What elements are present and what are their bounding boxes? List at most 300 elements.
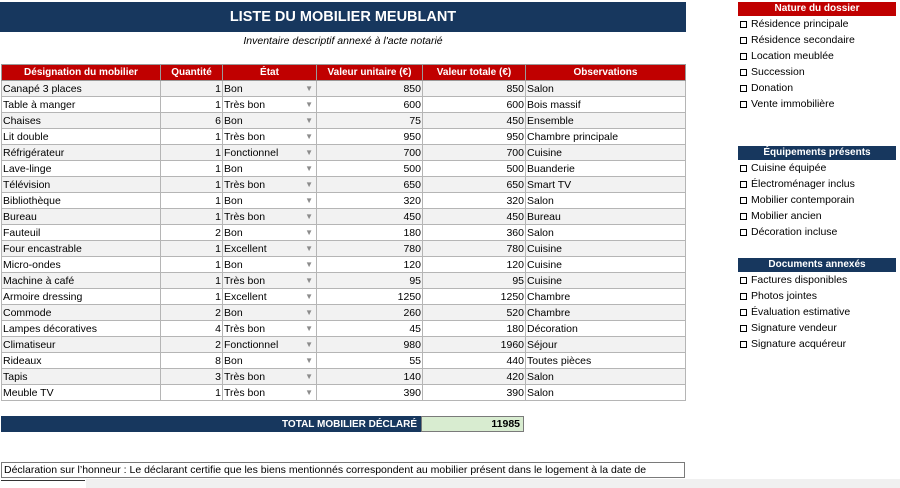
cell-etat-text: Bon xyxy=(224,226,243,239)
cell-valeur-unitaire-text: 320 xyxy=(403,194,421,207)
cell-quantite[interactable] xyxy=(161,353,223,369)
cell-observations-text: Séjour xyxy=(527,338,558,351)
cell-observations-text: Bois massif xyxy=(527,98,581,111)
cell-valeur-unitaire-text: 45 xyxy=(409,322,421,335)
dropdown-arrow-icon[interactable]: ▼ xyxy=(305,132,313,141)
cell-etat[interactable] xyxy=(223,289,317,305)
dropdown-arrow-icon[interactable]: ▼ xyxy=(305,196,313,205)
checkbox-icon[interactable] xyxy=(740,37,747,44)
cell-quantite-text: 1 xyxy=(215,274,221,287)
checkbox-label: Succession xyxy=(751,66,805,78)
checkbox-icon[interactable] xyxy=(740,197,747,204)
total-label: TOTAL MOBILIER DÉCLARÉ xyxy=(1,416,421,432)
table-row xyxy=(2,321,686,337)
checkbox-icon[interactable] xyxy=(740,101,747,108)
cell-quantite-text: 1 xyxy=(215,130,221,143)
total-value-cell[interactable]: 11985 xyxy=(421,416,524,432)
cell-designation-text: Chaises xyxy=(3,114,41,127)
cell-quantite[interactable] xyxy=(161,129,223,145)
table-row xyxy=(2,289,686,305)
checkbox-label: Donation xyxy=(751,82,794,94)
checkbox-item[interactable] xyxy=(738,272,896,288)
cell-etat-text: Très bon xyxy=(224,98,266,111)
cell-valeur-totale[interactable] xyxy=(423,241,526,257)
cell-designation[interactable] xyxy=(2,273,161,289)
checkbox-icon[interactable] xyxy=(740,229,747,236)
dropdown-arrow-icon[interactable]: ▼ xyxy=(305,324,313,333)
cell-observations-text: Salon xyxy=(527,370,554,383)
cell-quantite[interactable] xyxy=(161,209,223,225)
cell-valeur-unitaire[interactable] xyxy=(317,193,423,209)
cell-etat[interactable] xyxy=(223,241,317,257)
cell-etat[interactable] xyxy=(223,337,317,353)
cell-etat-text: Excellent xyxy=(224,242,267,255)
dropdown-arrow-icon[interactable]: ▼ xyxy=(305,372,313,381)
cell-etat[interactable] xyxy=(223,161,317,177)
cell-valeur-unitaire-text: 260 xyxy=(403,306,421,319)
cell-quantite[interactable] xyxy=(161,337,223,353)
checkbox-icon[interactable] xyxy=(740,69,747,76)
cell-etat-text: Fonctionnel xyxy=(224,146,279,159)
cell-designation[interactable] xyxy=(2,289,161,305)
cell-etat[interactable] xyxy=(223,81,317,97)
checkbox-label: Vente immobilière xyxy=(751,98,835,110)
cell-quantite-text: 1 xyxy=(215,194,221,207)
cell-valeur-unitaire[interactable] xyxy=(317,273,423,289)
cell-etat-text: Très bon xyxy=(224,322,266,335)
checkbox-label: Évaluation estimative xyxy=(751,306,851,318)
checkbox-icon[interactable] xyxy=(740,277,747,284)
cell-observations-text: Chambre xyxy=(527,306,571,319)
cell-valeur-unitaire-text: 450 xyxy=(403,210,421,223)
cell-valeur-totale[interactable] xyxy=(423,273,526,289)
cell-valeur-unitaire[interactable] xyxy=(317,385,423,401)
cell-quantite-text: 2 xyxy=(215,226,221,239)
table-row xyxy=(2,225,686,241)
cell-observations[interactable] xyxy=(526,225,686,241)
cell-valeur-totale[interactable] xyxy=(423,321,526,337)
cell-observations[interactable] xyxy=(526,81,686,97)
cell-valeur-unitaire[interactable] xyxy=(317,145,423,161)
cell-quantite[interactable] xyxy=(161,97,223,113)
cell-designation-text: Meuble TV xyxy=(3,386,54,399)
cell-valeur-totale-text: 850 xyxy=(506,82,524,95)
cell-designation[interactable] xyxy=(2,113,161,129)
cell-observations[interactable] xyxy=(526,321,686,337)
cell-valeur-unitaire[interactable] xyxy=(317,289,423,305)
checkbox-item[interactable] xyxy=(738,224,896,240)
cell-valeur-totale[interactable] xyxy=(423,97,526,113)
checkbox-item[interactable] xyxy=(738,64,896,80)
cell-designation[interactable] xyxy=(2,129,161,145)
cell-valeur-totale-text: 450 xyxy=(506,114,524,127)
cell-designation-text: Lampes décoratives xyxy=(3,322,97,335)
cell-valeur-unitaire[interactable] xyxy=(317,113,423,129)
cell-designation[interactable] xyxy=(2,353,161,369)
cell-quantite[interactable] xyxy=(161,113,223,129)
cell-valeur-unitaire[interactable] xyxy=(317,321,423,337)
cell-designation-text: Tapis xyxy=(3,370,28,383)
cell-quantite[interactable] xyxy=(161,289,223,305)
cell-designation[interactable] xyxy=(2,209,161,225)
cell-designation[interactable] xyxy=(2,193,161,209)
cell-etat[interactable] xyxy=(223,145,317,161)
cell-valeur-totale[interactable] xyxy=(423,177,526,193)
cell-etat-text: Très bon xyxy=(224,178,266,191)
table-row xyxy=(2,385,686,401)
cell-quantite[interactable] xyxy=(161,81,223,97)
dropdown-arrow-icon[interactable]: ▼ xyxy=(305,356,313,365)
dropdown-arrow-icon[interactable]: ▼ xyxy=(305,260,313,269)
cell-valeur-totale[interactable] xyxy=(423,209,526,225)
column-header-observations[interactable]: Observations xyxy=(526,65,686,81)
cell-valeur-totale-text: 450 xyxy=(506,210,524,223)
cell-etat[interactable] xyxy=(223,273,317,289)
cell-observations[interactable] xyxy=(526,113,686,129)
checkbox-label: Résidence secondaire xyxy=(751,34,855,46)
cell-observations[interactable] xyxy=(526,337,686,353)
cell-quantite[interactable] xyxy=(161,273,223,289)
checkbox-icon[interactable] xyxy=(740,325,747,332)
cell-quantite-text: 3 xyxy=(215,370,221,383)
cell-observations[interactable] xyxy=(526,369,686,385)
dropdown-arrow-icon[interactable]: ▼ xyxy=(305,244,313,253)
checkbox-label: Électroménager inclus xyxy=(751,178,855,190)
cell-valeur-unitaire[interactable] xyxy=(317,305,423,321)
column-header-designation[interactable]: Désignation du mobilier xyxy=(2,65,161,81)
table-row xyxy=(2,369,686,385)
dropdown-arrow-icon[interactable]: ▼ xyxy=(305,116,313,125)
table-row xyxy=(2,241,686,257)
cell-valeur-totale[interactable] xyxy=(423,289,526,305)
column-header-valeur-totale[interactable]: Valeur totale (€) xyxy=(423,65,526,81)
cell-quantite-text: 2 xyxy=(215,306,221,319)
cell-valeur-totale-text: 420 xyxy=(506,370,524,383)
cell-valeur-unitaire-text: 140 xyxy=(403,370,421,383)
cell-observations-text: Bureau xyxy=(527,210,561,223)
cell-designation-text: Commode xyxy=(3,306,52,319)
checkbox-icon[interactable] xyxy=(740,85,747,92)
cell-quantite[interactable] xyxy=(161,145,223,161)
dropdown-arrow-icon[interactable]: ▼ xyxy=(305,276,313,285)
cell-etat-text: Très bon xyxy=(224,210,266,223)
cell-valeur-unitaire-text: 55 xyxy=(409,354,421,367)
cell-designation[interactable] xyxy=(2,385,161,401)
bottom-scrollbar-area xyxy=(86,479,900,488)
table-row xyxy=(2,161,686,177)
cell-valeur-totale[interactable] xyxy=(423,81,526,97)
checkbox-icon[interactable] xyxy=(740,53,747,60)
table-row xyxy=(2,257,686,273)
cell-observations[interactable] xyxy=(526,305,686,321)
checkbox-label: Cuisine équipée xyxy=(751,162,827,174)
cell-designation[interactable] xyxy=(2,321,161,337)
cell-quantite[interactable] xyxy=(161,193,223,209)
table-row xyxy=(2,177,686,193)
cell-etat-text: Bon xyxy=(224,194,243,207)
nature-panel-title: Nature du dossier xyxy=(738,2,896,16)
cell-valeur-totale[interactable] xyxy=(423,257,526,273)
cell-observations-text: Décoration xyxy=(527,322,578,335)
cell-etat-text: Fonctionnel xyxy=(224,338,279,351)
cell-etat[interactable] xyxy=(223,225,317,241)
checkbox-item[interactable] xyxy=(738,336,896,352)
checkbox-item[interactable] xyxy=(738,48,896,64)
cell-valeur-totale[interactable] xyxy=(423,161,526,177)
cell-valeur-totale-text: 120 xyxy=(506,258,524,271)
cell-valeur-totale-text: 600 xyxy=(506,98,524,111)
checkbox-item[interactable] xyxy=(738,16,896,32)
cell-designation[interactable] xyxy=(2,177,161,193)
checkbox-icon[interactable] xyxy=(740,341,747,348)
cell-valeur-totale[interactable] xyxy=(423,305,526,321)
checkbox-icon[interactable] xyxy=(740,293,747,300)
cell-designation-text: Canapé 3 places xyxy=(3,82,82,95)
dropdown-arrow-icon[interactable]: ▼ xyxy=(305,228,313,237)
checkbox-item[interactable] xyxy=(738,80,896,96)
cell-etat[interactable] xyxy=(223,193,317,209)
cell-valeur-totale-text: 650 xyxy=(506,178,524,191)
cell-valeur-totale[interactable] xyxy=(423,369,526,385)
cell-designation[interactable] xyxy=(2,305,161,321)
cell-valeur-unitaire[interactable] xyxy=(317,257,423,273)
checkbox-icon[interactable] xyxy=(740,213,747,220)
cell-valeur-unitaire[interactable] xyxy=(317,209,423,225)
equipements-panel xyxy=(738,146,896,240)
cell-valeur-totale-text: 360 xyxy=(506,226,524,239)
cell-valeur-unitaire[interactable] xyxy=(317,129,423,145)
checkbox-icon[interactable] xyxy=(740,165,747,172)
cell-observations[interactable] xyxy=(526,241,686,257)
cell-etat[interactable] xyxy=(223,129,317,145)
cell-valeur-unitaire-text: 980 xyxy=(403,338,421,351)
documents-panel xyxy=(738,258,896,352)
checkbox-item[interactable] xyxy=(738,304,896,320)
cell-designation-text: Lave-linge xyxy=(3,162,52,175)
dropdown-arrow-icon[interactable]: ▼ xyxy=(305,292,313,301)
cell-quantite[interactable] xyxy=(161,321,223,337)
dropdown-arrow-icon[interactable]: ▼ xyxy=(305,100,313,109)
column-header-quantite[interactable]: Quantité xyxy=(161,65,223,81)
checkbox-item[interactable] xyxy=(738,160,896,176)
checkbox-label: Mobilier contemporain xyxy=(751,194,855,206)
cell-quantite[interactable] xyxy=(161,257,223,273)
cell-designation-text: Armoire dressing xyxy=(3,290,83,303)
inventory-table xyxy=(1,64,686,401)
nature-panel xyxy=(738,2,896,112)
cell-observations-text: Ensemble xyxy=(527,114,574,127)
cell-valeur-unitaire[interactable] xyxy=(317,369,423,385)
cell-etat-text: Très bon xyxy=(224,370,266,383)
cell-valeur-totale[interactable] xyxy=(423,129,526,145)
equipements-panel-title: Équipements présents xyxy=(738,146,896,160)
sheet-subtitle: Inventaire descriptif annexé à l'acte notarié xyxy=(243,35,443,47)
cell-etat[interactable] xyxy=(223,321,317,337)
cell-quantite-text: 1 xyxy=(215,210,221,223)
cell-etat[interactable] xyxy=(223,369,317,385)
dropdown-arrow-icon[interactable]: ▼ xyxy=(305,388,313,397)
cell-designation-text: Bureau xyxy=(3,210,37,223)
cell-valeur-totale-text: 700 xyxy=(506,146,524,159)
cell-valeur-unitaire-text: 600 xyxy=(403,98,421,111)
checkbox-item[interactable] xyxy=(738,288,896,304)
dropdown-arrow-icon[interactable]: ▼ xyxy=(305,148,313,157)
checkbox-item[interactable] xyxy=(738,32,896,48)
cell-quantite-text: 1 xyxy=(215,146,221,159)
cell-etat-text: Bon xyxy=(224,306,243,319)
declaration-cell[interactable]: Déclaration sur l’honneur : Le déclarant certifie que les biens mentionnés correspondent au mobilier présent dans le logement à la date de xyxy=(1,462,685,478)
cell-valeur-unitaire[interactable] xyxy=(317,241,423,257)
cell-valeur-totale[interactable] xyxy=(423,385,526,401)
documents-panel-title: Documents annexés xyxy=(738,258,896,272)
cell-valeur-totale-text: 390 xyxy=(506,386,524,399)
table-row xyxy=(2,273,686,289)
cell-quantite-text: 1 xyxy=(215,82,221,95)
dropdown-arrow-icon[interactable]: ▼ xyxy=(305,84,313,93)
cell-valeur-unitaire-text: 95 xyxy=(409,274,421,287)
cell-quantite[interactable] xyxy=(161,241,223,257)
cell-valeur-totale[interactable] xyxy=(423,193,526,209)
cell-valeur-unitaire[interactable] xyxy=(317,97,423,113)
cell-etat-text: Excellent xyxy=(224,290,267,303)
checkbox-icon[interactable] xyxy=(740,21,747,28)
cell-valeur-unitaire-text: 390 xyxy=(403,386,421,399)
cell-etat-text: Bon xyxy=(224,82,243,95)
cell-etat[interactable] xyxy=(223,305,317,321)
checkbox-label: Signature vendeur xyxy=(751,322,837,334)
cell-observations-text: Cuisine xyxy=(527,242,563,255)
cell-valeur-totale[interactable] xyxy=(423,225,526,241)
cell-observations[interactable] xyxy=(526,209,686,225)
cell-etat-text: Bon xyxy=(224,354,243,367)
cell-observations[interactable] xyxy=(526,289,686,305)
cell-etat[interactable] xyxy=(223,353,317,369)
cell-designation[interactable] xyxy=(2,145,161,161)
table-row xyxy=(2,81,686,97)
cell-quantite[interactable] xyxy=(161,225,223,241)
cell-observations[interactable] xyxy=(526,353,686,369)
table-row xyxy=(2,337,686,353)
cell-etat-text: Très bon xyxy=(224,274,266,287)
cell-valeur-unitaire[interactable] xyxy=(317,177,423,193)
cell-quantite-text: 1 xyxy=(215,242,221,255)
cell-valeur-unitaire-text: 950 xyxy=(403,130,421,143)
cell-etat[interactable] xyxy=(223,257,317,273)
dropdown-arrow-icon[interactable]: ▼ xyxy=(305,164,313,173)
cell-valeur-unitaire[interactable] xyxy=(317,81,423,97)
cell-observations[interactable] xyxy=(526,385,686,401)
cell-valeur-unitaire[interactable] xyxy=(317,225,423,241)
cell-quantite[interactable] xyxy=(161,161,223,177)
cell-etat-text: Bon xyxy=(224,114,243,127)
table-header-row xyxy=(2,65,686,81)
cell-valeur-unitaire-text: 180 xyxy=(403,226,421,239)
cell-observations[interactable] xyxy=(526,97,686,113)
cell-quantite-text: 1 xyxy=(215,178,221,191)
cell-quantite[interactable] xyxy=(161,177,223,193)
cell-designation[interactable] xyxy=(2,337,161,353)
checkbox-item[interactable] xyxy=(738,192,896,208)
cell-observations-text: Smart TV xyxy=(527,178,572,191)
cell-valeur-totale-text: 95 xyxy=(512,274,524,287)
active-sheet-indicator xyxy=(1,480,85,481)
cell-valeur-totale-text: 1960 xyxy=(500,338,524,351)
cell-observations[interactable] xyxy=(526,161,686,177)
cell-valeur-unitaire[interactable] xyxy=(317,161,423,177)
checkbox-item[interactable] xyxy=(738,320,896,336)
checkbox-icon[interactable] xyxy=(740,181,747,188)
cell-valeur-unitaire-text: 650 xyxy=(403,178,421,191)
cell-observations[interactable] xyxy=(526,145,686,161)
cell-designation-text: Fauteuil xyxy=(3,226,41,239)
cell-valeur-unitaire-text: 850 xyxy=(403,82,421,95)
dropdown-arrow-icon[interactable]: ▼ xyxy=(305,340,313,349)
cell-designation[interactable] xyxy=(2,225,161,241)
cell-etat[interactable] xyxy=(223,113,317,129)
cell-observations[interactable] xyxy=(526,129,686,145)
cell-valeur-totale[interactable] xyxy=(423,113,526,129)
cell-etat[interactable] xyxy=(223,385,317,401)
cell-etat[interactable] xyxy=(223,209,317,225)
cell-valeur-totale[interactable] xyxy=(423,353,526,369)
cell-designation[interactable] xyxy=(2,241,161,257)
cell-valeur-totale-text: 320 xyxy=(506,194,524,207)
cell-quantite[interactable] xyxy=(161,305,223,321)
dropdown-arrow-icon[interactable]: ▼ xyxy=(305,212,313,221)
checkbox-item[interactable] xyxy=(738,208,896,224)
cell-observations[interactable] xyxy=(526,257,686,273)
cell-quantite-text: 1 xyxy=(215,258,221,271)
cell-observations[interactable] xyxy=(526,177,686,193)
cell-observations[interactable] xyxy=(526,273,686,289)
cell-valeur-unitaire[interactable] xyxy=(317,353,423,369)
column-header-etat[interactable]: État xyxy=(223,65,317,81)
table-row xyxy=(2,113,686,129)
cell-observations-text: Salon xyxy=(527,386,554,399)
cell-valeur-unitaire-text: 75 xyxy=(409,114,421,127)
cell-etat[interactable] xyxy=(223,97,317,113)
checkbox-icon[interactable] xyxy=(740,309,747,316)
checkbox-item[interactable] xyxy=(738,176,896,192)
cell-designation[interactable] xyxy=(2,81,161,97)
cell-quantite[interactable] xyxy=(161,369,223,385)
cell-quantite-text: 8 xyxy=(215,354,221,367)
cell-observations[interactable] xyxy=(526,193,686,209)
cell-valeur-unitaire[interactable] xyxy=(317,337,423,353)
checkbox-label: Résidence principale xyxy=(751,18,849,30)
cell-quantite[interactable] xyxy=(161,385,223,401)
cell-etat-text: Très bon xyxy=(224,386,266,399)
table-row xyxy=(2,129,686,145)
cell-designation-text: Four encastrable xyxy=(3,242,82,255)
cell-designation[interactable] xyxy=(2,161,161,177)
cell-etat[interactable] xyxy=(223,177,317,193)
cell-valeur-totale[interactable] xyxy=(423,337,526,353)
cell-designation[interactable] xyxy=(2,97,161,113)
column-header-valeur-unitaire[interactable]: Valeur unitaire (€) xyxy=(317,65,423,81)
cell-valeur-totale-text: 520 xyxy=(506,306,524,319)
cell-observations-text: Cuisine xyxy=(527,274,563,287)
dropdown-arrow-icon[interactable]: ▼ xyxy=(305,308,313,317)
cell-valeur-unitaire-text: 120 xyxy=(403,258,421,271)
checkbox-item[interactable] xyxy=(738,96,896,112)
checkbox-label: Location meublée xyxy=(751,50,834,62)
dropdown-arrow-icon[interactable]: ▼ xyxy=(305,180,313,189)
cell-etat-text: Bon xyxy=(224,258,243,271)
cell-valeur-totale[interactable] xyxy=(423,145,526,161)
cell-designation[interactable] xyxy=(2,257,161,273)
cell-designation[interactable] xyxy=(2,369,161,385)
